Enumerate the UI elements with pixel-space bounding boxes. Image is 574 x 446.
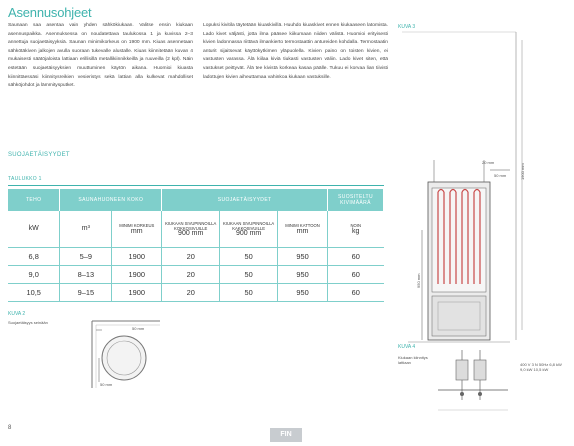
- cell-room: 9–15: [60, 283, 112, 301]
- page-number: 8: [8, 425, 12, 431]
- heater-top-view: [102, 336, 146, 380]
- cell-wall: 50: [220, 247, 278, 265]
- cell-stones: 60: [328, 247, 384, 265]
- sub-stones: NOIN kg: [328, 211, 384, 247]
- cell-power: 10,5: [8, 283, 60, 301]
- table-section-title: SUOJAETÄISYYDET: [8, 152, 70, 158]
- cell-min-height: 1900: [112, 265, 162, 283]
- table-divider: [8, 185, 384, 186]
- sub-room-unit: m³: [60, 211, 112, 247]
- language-tab: FIN: [270, 428, 302, 442]
- header-safety-distances: SUOJAETÄISYYDET: [162, 189, 328, 211]
- safety-distance-table: [8, 189, 384, 302]
- cell-stones: 60: [328, 265, 384, 283]
- cell-power: 6,8: [8, 247, 60, 265]
- stone-chamber: [432, 188, 486, 292]
- figure-2-caption: Suojaetäisyys seinään: [8, 320, 48, 325]
- fig3-dim-height: 1900 mm: [520, 163, 525, 180]
- table-header-row: [8, 189, 384, 211]
- table-label: TAULUKKO 1: [8, 176, 42, 182]
- table-row: [8, 283, 384, 301]
- cell-wall: 50: [220, 283, 278, 301]
- cell-ceiling: 950: [278, 283, 328, 301]
- figure-2-corner-diagram: [72, 318, 162, 390]
- table-row: [8, 265, 384, 283]
- table-row: [8, 247, 384, 265]
- mounting-screw: [460, 392, 464, 396]
- cell-stones: 60: [328, 283, 384, 301]
- cell-min-height: 1900: [112, 247, 162, 265]
- instructions-column-2: Lopuksi kivitila täytetään kiuaskivillä. Huuhdo kiuaskivet ennen kiukaaseen latomista. Lado kivet väljästi, jotta ilma pääsee kiikumaan niiden välistä. Huomioi erityisesti kivien ladonnassa riittävä ilmankierto termostaattin antureiden kohdalla. Termostaatin anturit sijaitsevat käyttökytkimen yläpuolella. Kivien paino on toisten kivien, ei vastusten varassa. Älä kiilaa kiviä tiukasti vastusten väliin. Lado kivet siten, että vastukset peittyvät. Älä tee kivistä korkeaa kasaa päälle. Tukuu ei korvaa lian tiivisti ladottujen kivien aiheuttamaa vahinkoa kiukaan vastuksille.: [203, 23, 388, 80]
- sub-wall-distance: KIUKAAN SIVUPINNOILLA KAKKOSIVUILLE 900 mm: [220, 211, 278, 247]
- fig3-dim-side: 50 mm: [494, 173, 507, 178]
- fig3-dim-lower: 950 mm: [416, 273, 421, 288]
- fig2-dim-side: 50 mm: [100, 382, 113, 387]
- page-title: Asennusohjeet: [8, 5, 92, 20]
- cell-room: 8–13: [60, 265, 112, 283]
- figure-4-spec: 400 V 3 N 50Hz 6,8 kW 9,0 kW 10,5 kW: [520, 362, 562, 372]
- figure-3-label: KUVA 3: [398, 24, 416, 30]
- adjustable-foot: [456, 360, 468, 380]
- header-power: TEHO: [8, 189, 60, 211]
- cell-ceiling: 950: [278, 265, 328, 283]
- cell-min-height: 1900: [112, 283, 162, 301]
- sub-min-height: MINIMI KORKEUS mm: [112, 211, 162, 247]
- figure-3-heater-diagram: [398, 30, 574, 430]
- fig2-dim-top: 50 mm: [132, 326, 145, 331]
- sub-side-distance: KIUKAAN SIVUPINNOILLA KOKKOSIVUILLE 900 mm: [162, 211, 220, 247]
- cell-side: 20: [162, 265, 220, 283]
- header-room-size: SAUNAHUONEEN KOKO: [60, 189, 162, 211]
- cell-wall: 50: [220, 265, 278, 283]
- header-stones: SUOSITELTU KIVIMÄÄRÄ: [328, 189, 384, 211]
- table-subheader-row: [8, 211, 384, 247]
- cell-ceiling: 950: [278, 247, 328, 265]
- figure-4-label: KUVA 4: [398, 344, 416, 350]
- sub-ceiling-distance: MINIMI KATTOON mm: [278, 211, 328, 247]
- cell-side: 20: [162, 247, 220, 265]
- sub-power-unit: kW: [8, 211, 60, 247]
- figure-4-caption: Kiukaan kiinnitys lattiaan: [398, 355, 428, 365]
- fig3-dim-top: 20 mm: [482, 160, 495, 165]
- instructions-column-1: Saunaan saa asentaa vain yhden sähkökiukaan. Valitse ensin kiukaan asennuspaikka. Asennuksessa on noudatettava taulukossa 1 ja kuvissa 2–3 annettuja suojaetäisyyksiä. Saunan minimikorkeus on 1900 mm. Kiuas asennetaan sähkötäkiven jalkojen avulla suoraan tukevalle alustalle. Kiuas kiinnitetään kuvan 4 mukaisesti säätöjaloista lattiaan erillisillä metallikiinnikkeillä ja ruuveilla (2 kpl). Näin estetään suojaetäisyyksien muuttuminen käytön aikana. Huomioi kiuasta kiinnittäessäsi kiinnitysreikien vesieristys sekä lattian alla kulkevat mahdolliset sähköjohdot ja lämmitysputket.: [8, 23, 193, 89]
- figure-2-label: KUVA 2: [8, 311, 26, 317]
- cell-power: 9,0: [8, 265, 60, 283]
- cell-side: 20: [162, 283, 220, 301]
- cell-room: 5–9: [60, 247, 112, 265]
